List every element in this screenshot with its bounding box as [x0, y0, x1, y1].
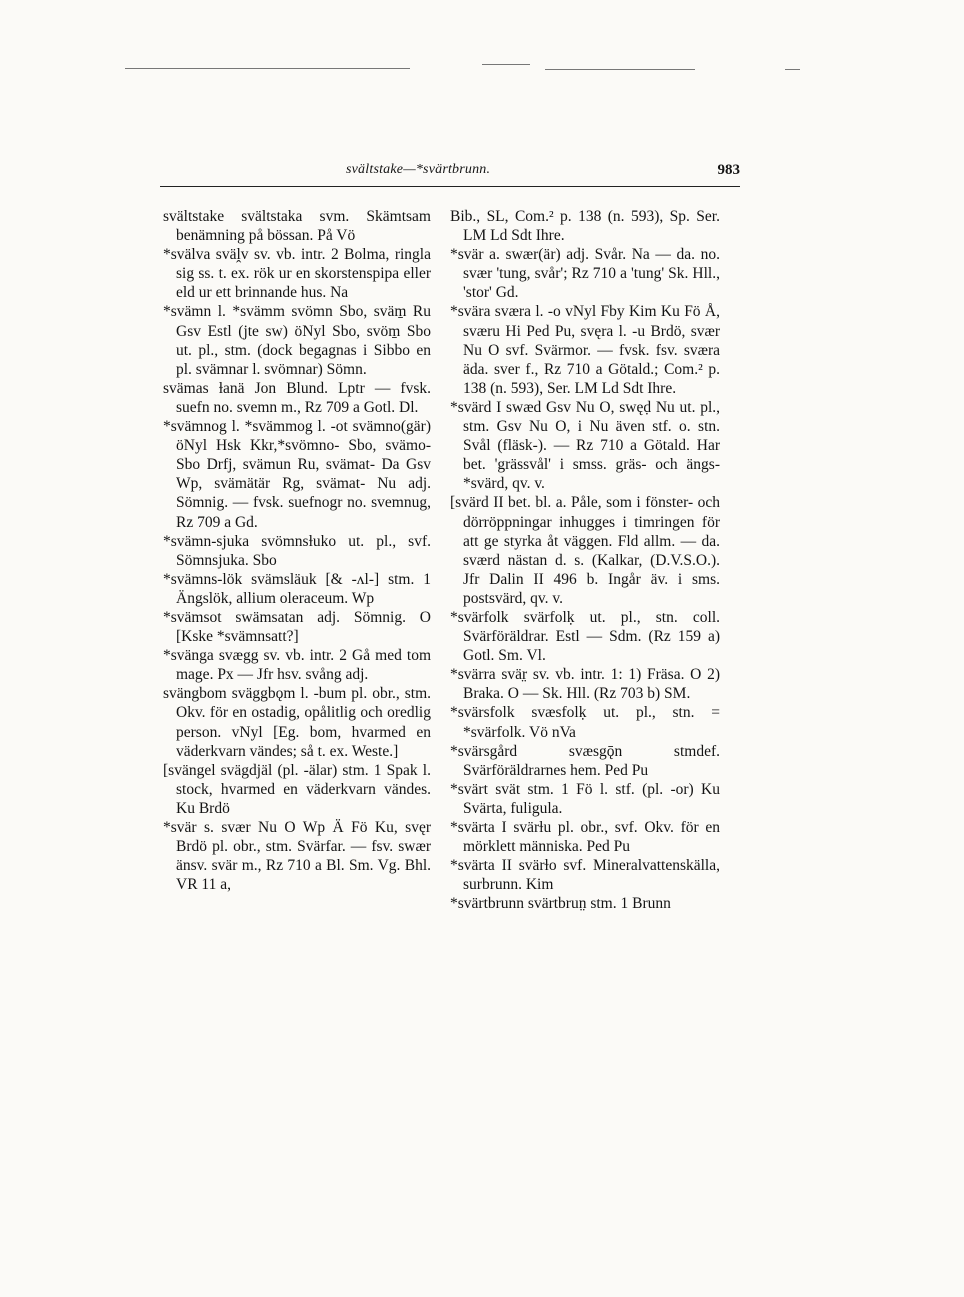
dictionary-entry: svämas ɫanä Jon Blund. Lptr — fvsk. suefn no. svemn m., Rz 709 a Gotl. Dl. [163, 379, 431, 416]
dictionary-entry: *svärta I svärɫu pl. obr., svf. Okv. för en mörklett människa. Ped Pu [450, 819, 720, 856]
dictionary-entry: *svärra svär̤ sv. vb. intr. 1: 1) Fräsa. O 2) Braka. O — Sk. Hll. (Rz 703 b) SM. [450, 666, 720, 703]
dictionary-entry: *svärta II svärɫo svf. Mineralvattenskälla, surbrunn. Kim [450, 857, 720, 894]
dictionary-entry: svängbom sväggbǫm l. -bum pl. obr., stm. Okv. för en ostadig, opålitlig och oredlig person. vNyl [Eg. bom, hvarmed en väderkvarn vändes; så t. ex. Weste.] [163, 685, 431, 760]
dictionary-entry: *svärd I swæd Gsv Nu O, swęḍ Nu ut. pl., stm. Gsv Nu O, i Nu även stf. o. stn. Svål (fläsk-). — Rz 710 a Götald. Har bet. 'grässvål' i smss. gräs- och ängs-*svärd, qv. v. [450, 398, 720, 493]
dictionary-entry: *svär s. svær Nu O Wp Ä Fö Ku, svęr Brdö pl. obr., stm. Svärfar. — fsv. swær änsv. svär m., Rz 710 a Bl. Sm. Vg. Bhl. VR 11 a, [163, 819, 431, 894]
dictionary-entry: svältstake svältstaka svm. Skämtsam benämning på bössan. På Vö [163, 208, 431, 245]
scan-edge-line [545, 69, 695, 70]
dictionary-entry: *svär a. swær(är) adj. Svår. Na — da. no. svær 'tung, svår'; Rz 710 a 'tung' Sk. Hll., 'stor' Gd. [450, 246, 720, 302]
dictionary-entry: *svärfolk svärfolḳ ut. pl., stn. coll. Svärföräldrar. Estl — Sdm. (Rz 159 a) Gotl. Sm. Vl. [450, 608, 720, 665]
dictionary-entry: *svämsot swämsatan adj. Sömnig. O [Kske *svämnsatt?] [163, 608, 431, 646]
dictionary-entry: *svämn l. *svämm svömn Sbo, sväm̱ Ru Gsv Estl (jte sw) öNyl Sbo, svöm̱ Sbo ut. pl., stm. (dock begagnas i Sibbo en pl. svämnar l. svömnar) Sömn. [163, 303, 431, 378]
dictionary-entry: *svälva sväḽv sv. vb. intr. 2 Bolma, ringla sig ss. t. ex. rök ur en skorstenspipa eller eld ur ett brinnande hus. Na [163, 246, 431, 302]
page-number: 983 [717, 162, 740, 178]
dictionary-entry: *svämnog l. *svämmog l. -ot svämno(gär) öNyl Hsk Kkr,*svömno- Sbo, svämo- Sbo Drfj, svämun Ru, svämat- Da Gsv Wp, svämätär Rg, svämat- Nu adj. Sömnig. — fvsk. suefnogr no. svemnug, Rz 709 a Gd. [163, 418, 431, 531]
dictionary-entry: *svära sværa l. -o vNyl Fby Kim Ku Fö Å, sværu Hi Ped Pu, svęra l. -u Brdö, svær Nu O svf. Svärmor. — fvsk. fsv. sværa äda. sver f., Rz 710 a Götald.; Com.² p. 138 (n. 593), Ser. LM Ld Sdt Ihre. [450, 303, 720, 397]
dictionary-entry: *svärsgård svæsgǭn stmdef. Svärföräldrarnes hem. Ped Pu [450, 742, 720, 779]
dictionary-entry: [svängel svägdjäl (pl. -älar) stm. 1 Spak l. stock, hvarmed en väderkvarn vändes. Ku Brdö [163, 761, 431, 817]
dictionary-entry: *svänga svægg sv. vb. intr. 2 Gå med tom mage. Px — Jfr hsv. svång adj. [163, 647, 431, 684]
dictionary-entry: *svärsfolk svæsfolḳ ut. pl., stn. = *svärfolk. Vö nVa [450, 704, 720, 741]
dictionary-entry: *svärtbrunn svärtbrun̤ stm. 1 Brunn [450, 895, 671, 913]
scan-edge-line [125, 68, 410, 69]
scan-edge-line [482, 64, 530, 65]
dictionary-entry: [svärd II bet. bl. a. Påle, som i fönster- och dörröppningar inhugges i timringen för att ge styrka åt väggen. Fld allm. — da. sværd nästan d. s. (Kalkar, (D.V.S.O.). Jfr Dalin II 496 b. Ingår äv. i sms. postsvärd, qv. v. [450, 494, 720, 607]
page-header [160, 160, 740, 187]
dictionary-entry: *svärt svät stm. 1 Fö l. stf. (pl. -or) Ku Svärta, fuligula. [450, 780, 720, 817]
right-column [450, 207, 720, 913]
dictionary-entry: *svämns-lök svämsläuk [& -ʌl-] stm. 1 Ängslök, allium oleraceum. Wp [163, 570, 431, 607]
left-column [163, 207, 431, 894]
dictionary-entry: *svämn-sjuka svömnsɫuko ut. pl., svf. Sömnsjuka. Sbo [163, 532, 431, 569]
scan-edge-line [785, 69, 800, 70]
dictionary-entry: Bib., SL, Com.² p. 138 (n. 593), Sp. Ser. LM Ld Sdt Ihre. [450, 208, 720, 245]
running-head: svältstake—*svärtbrunn. [346, 162, 491, 177]
